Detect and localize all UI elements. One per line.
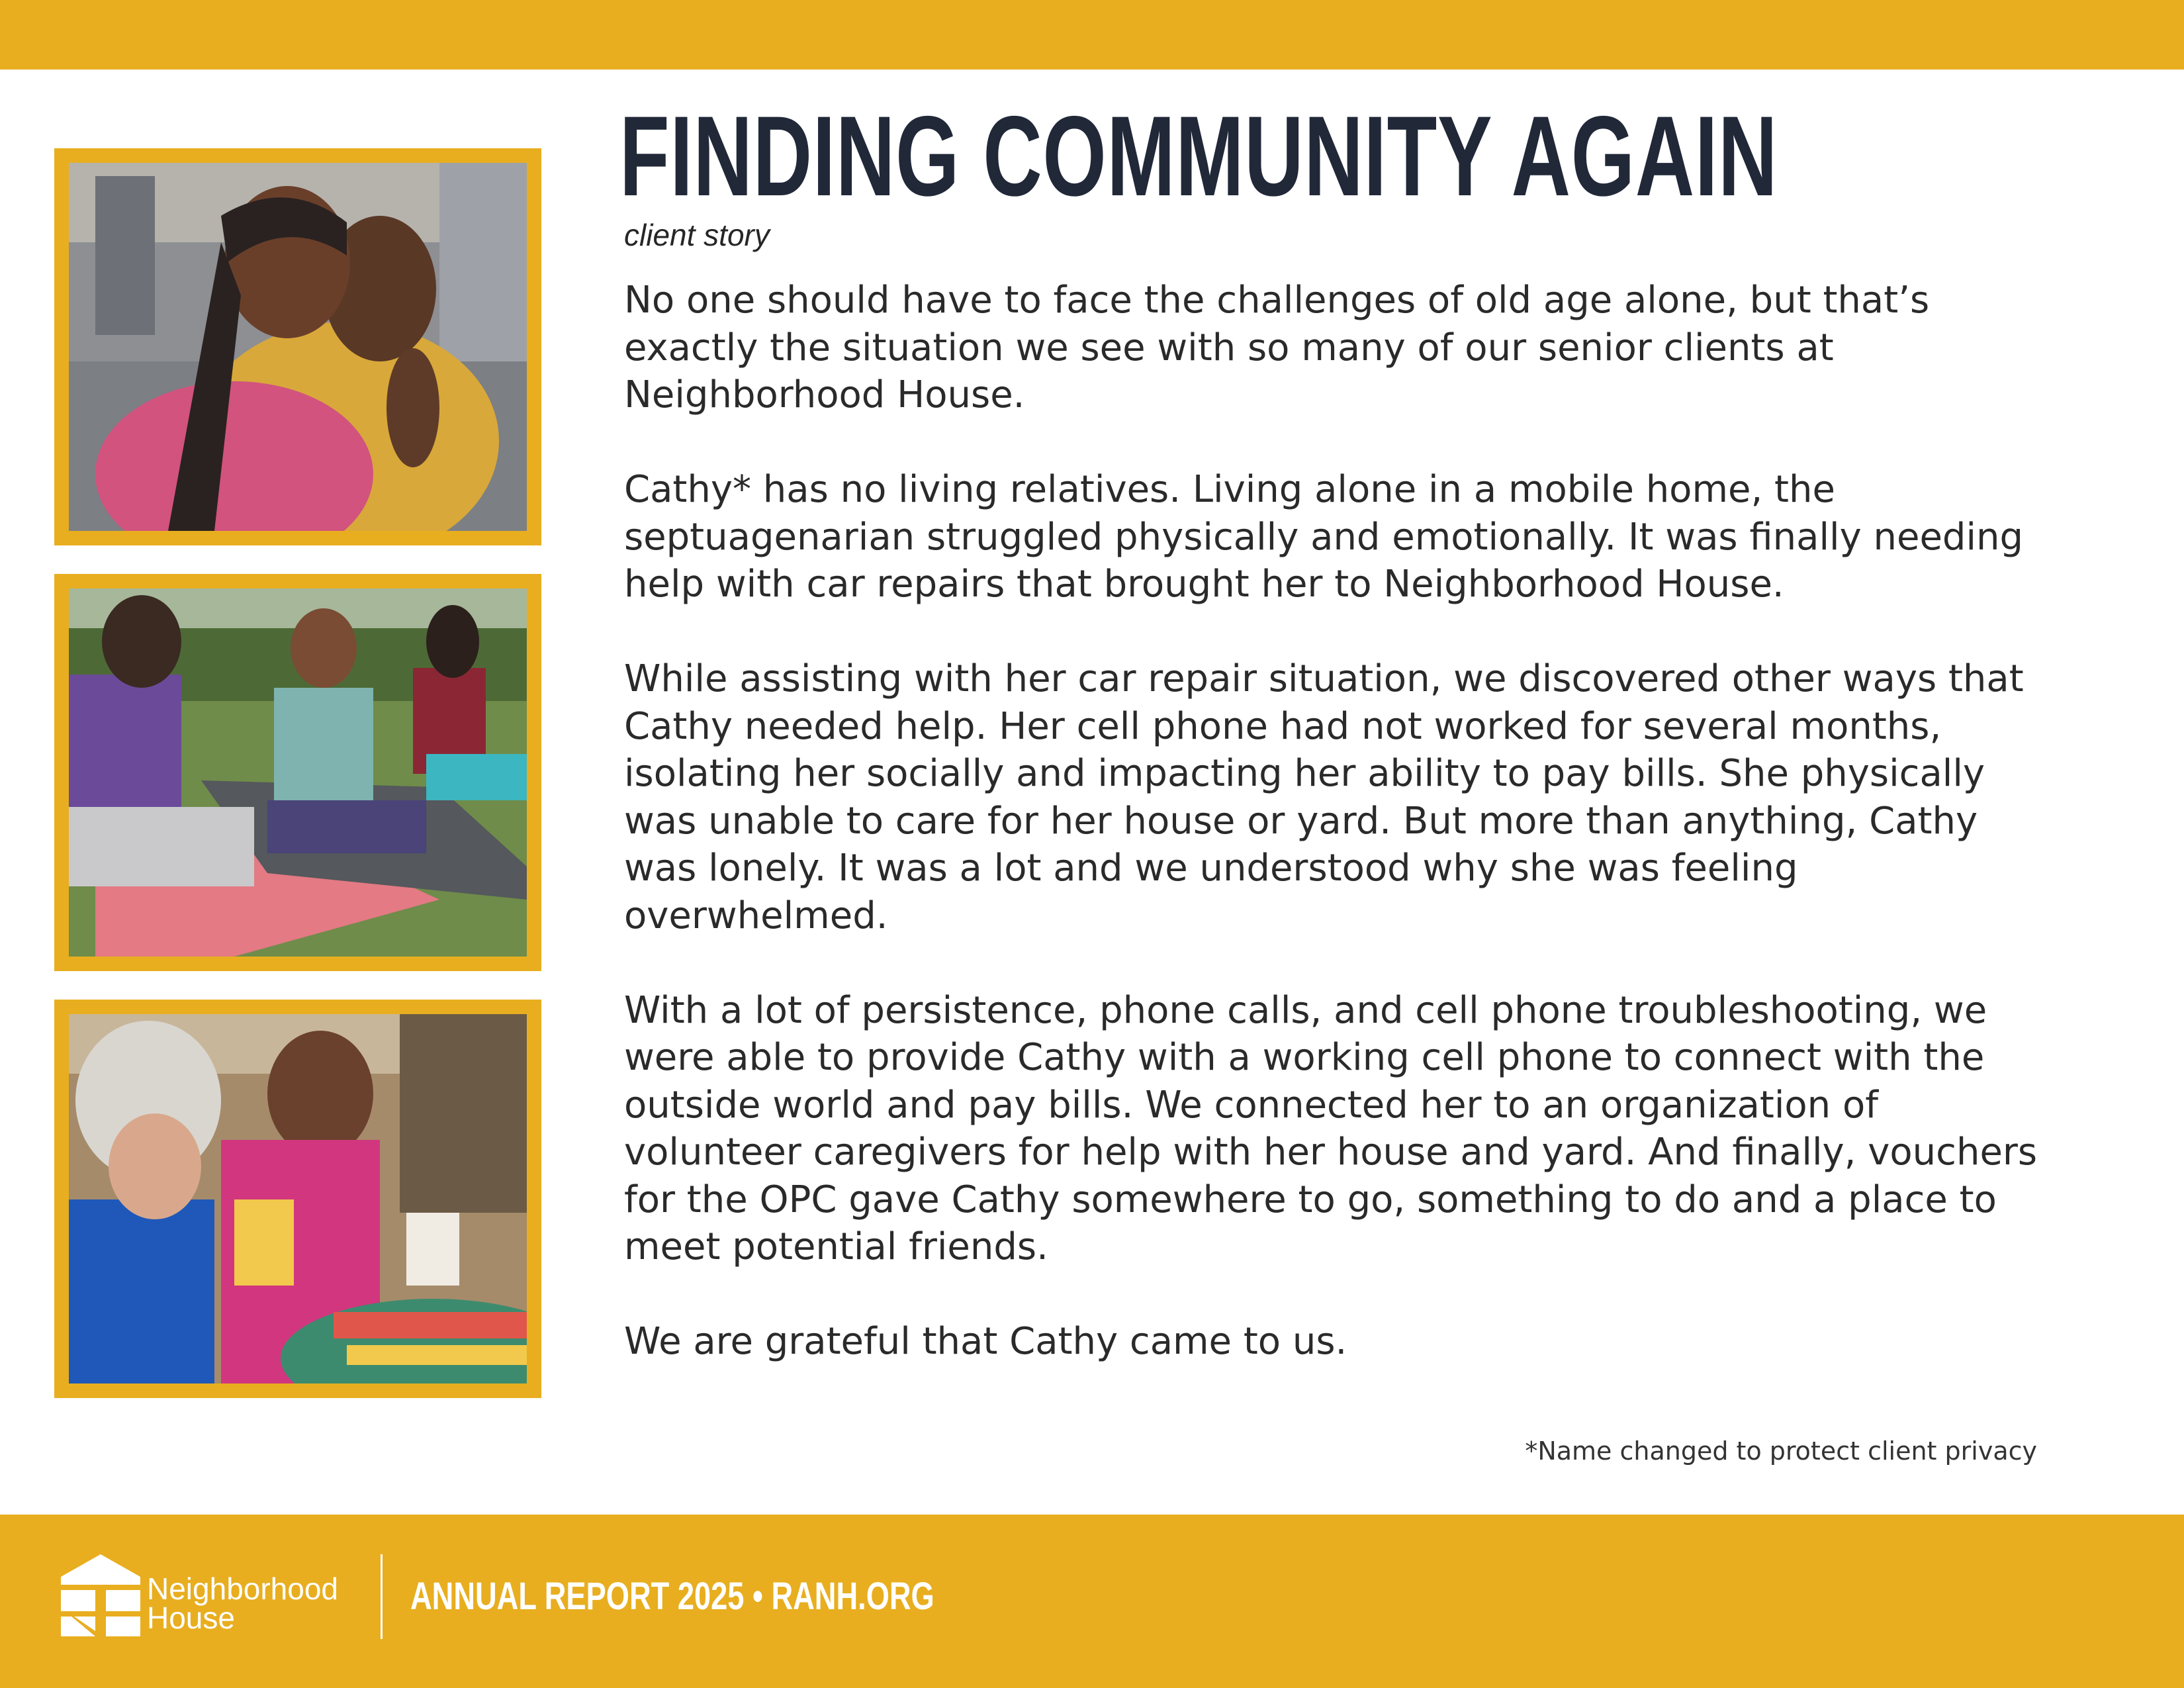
logo-wordmark	[147, 1571, 339, 1635]
footer-tagline: ANNUAL REPORT 2025 • RANH.ORG	[410, 1575, 934, 1618]
photo-hug	[54, 148, 541, 545]
page-title: FINDING COMMUNITY AGAIN	[619, 93, 1778, 220]
privacy-footnote: *Name changed to protect client privacy	[1525, 1436, 2037, 1466]
story-paragraph: We are grateful that Cathy came to us.	[624, 1320, 1347, 1363]
photo-yoga-group	[54, 574, 541, 971]
story-paragraph: While assisting with her car repair situation, we discovered other ways that Cathy needed help. Her cell phone had not worked for several months, isolating her socially and impacting her ability to pay bills. She physically was unable to care for her house or yard. But more than anything, Cathy was lonely. It was a lot and we understood why she was feeling overwhelmed.	[624, 657, 2024, 937]
footer-divider	[381, 1554, 383, 1639]
story-paragraph: Cathy* has no living relatives. Living alone in a mobile home, the septuagenarian struggled physically and emotionally. It was finally needing help with car repairs that brought her to Neighborhood House.	[624, 468, 2024, 606]
top-accent-band	[0, 0, 2184, 70]
photo-drinks-image	[69, 1014, 527, 1383]
story-body	[624, 277, 2047, 1366]
logo-line-1: Neighborhood	[147, 1571, 339, 1606]
footer-band	[0, 1515, 2184, 1688]
logo-line-2: House	[147, 1601, 235, 1635]
page-subtitle: client story	[624, 218, 770, 252]
neighborhood-house-logo	[61, 1554, 379, 1647]
photo-hug-image	[69, 163, 527, 531]
photo-yoga-group-image	[69, 588, 527, 957]
story-paragraph: No one should have to face the challenges of old age alone, but that’s exactly the situation we see with so many of our senior clients at Neighborhood House.	[624, 279, 1930, 416]
photo-drinks	[54, 1000, 541, 1398]
house-logo-icon	[61, 1554, 140, 1636]
story-paragraph: With a lot of persistence, phone calls, and cell phone troubleshooting, we were able to provide Cathy with a working cell phone to connect with the outside world and pay bills. We connected her to an organization of volunteer caregivers for help with her house and yard. And finally, vouchers for the OPC gave Cathy somewhere to go, something to do and a place to meet potential friends.	[624, 988, 2038, 1268]
